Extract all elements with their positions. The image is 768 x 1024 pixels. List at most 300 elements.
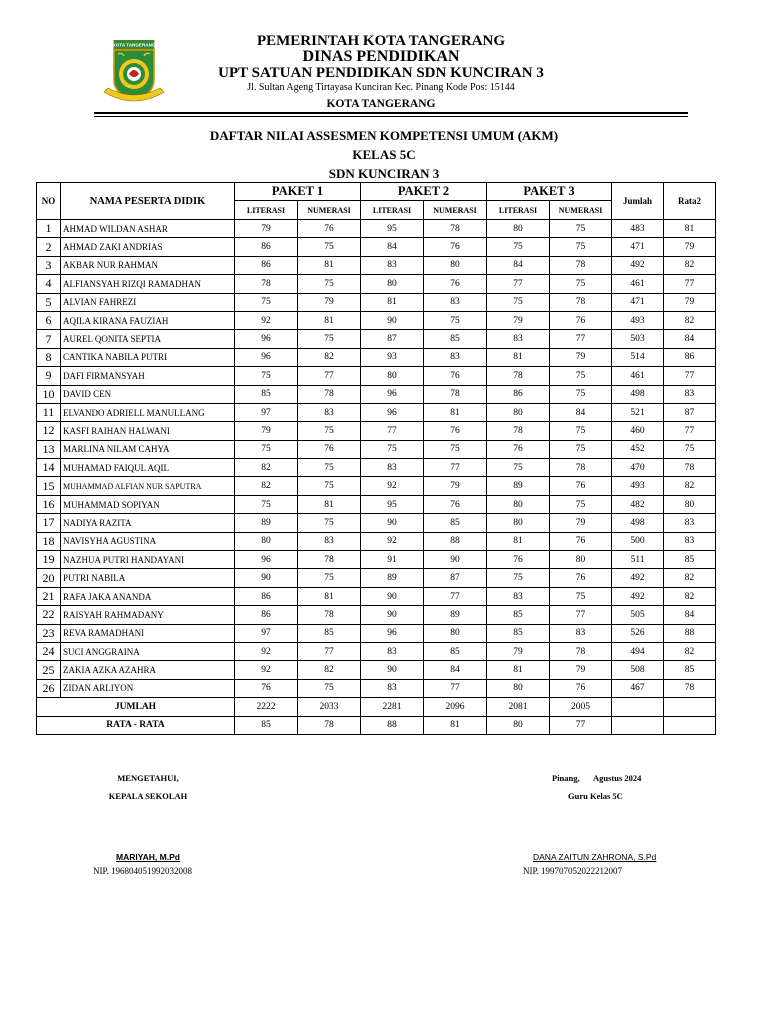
score-cell-jumlah: 500 bbox=[612, 532, 664, 550]
score-cell-p3n: 78 bbox=[550, 459, 612, 477]
score-cell-p1l: 89 bbox=[235, 514, 298, 532]
score-cell-p3n: 75 bbox=[550, 422, 612, 440]
paket1-numerasi-header: NUMERASI bbox=[298, 201, 361, 220]
score-cell-rata: 79 bbox=[664, 238, 716, 256]
table-row bbox=[37, 606, 716, 624]
score-cell-p1n: 75 bbox=[298, 514, 361, 532]
total-cell: 2033 bbox=[298, 698, 361, 716]
score-cell-p2l: 90 bbox=[361, 514, 424, 532]
city-emblem-icon bbox=[102, 40, 166, 106]
student-name: NAZHUA PUTRI HANDAYANI bbox=[61, 551, 235, 569]
header-rule bbox=[94, 112, 688, 114]
table-row bbox=[37, 238, 716, 256]
score-cell-p3n: 83 bbox=[550, 624, 612, 642]
score-cell-jumlah: 452 bbox=[612, 440, 664, 458]
score-cell-rata: 83 bbox=[664, 385, 716, 403]
score-cell-p1n: 81 bbox=[298, 495, 361, 513]
score-cell-p2n: 90 bbox=[424, 551, 487, 569]
score-cell-p3n: 75 bbox=[550, 495, 612, 513]
score-cell-p2n: 75 bbox=[424, 311, 487, 329]
score-cell-jumlah: 492 bbox=[612, 569, 664, 587]
score-cell-rata: 75 bbox=[664, 440, 716, 458]
score-cell-jumlah: 498 bbox=[612, 514, 664, 532]
score-cell-p3l: 85 bbox=[487, 624, 550, 642]
score-cell-p2n: 84 bbox=[424, 661, 487, 679]
student-name: PUTRI NABILA bbox=[61, 569, 235, 587]
average-cell: 78 bbox=[298, 716, 361, 734]
score-cell-p1n: 75 bbox=[298, 679, 361, 697]
row-number: 15 bbox=[37, 477, 61, 495]
header-rule-thin bbox=[94, 116, 688, 117]
score-cell-p1n: 76 bbox=[298, 440, 361, 458]
score-cell-p1n: 81 bbox=[298, 587, 361, 605]
student-name: AHMAD WILDAN ASHAR bbox=[61, 220, 235, 238]
score-cell-p1n: 78 bbox=[298, 606, 361, 624]
table-row bbox=[37, 459, 716, 477]
score-cell-rata: 77 bbox=[664, 275, 716, 293]
table-row bbox=[37, 642, 716, 660]
row-number: 25 bbox=[37, 661, 61, 679]
score-cell-p3n: 78 bbox=[550, 293, 612, 311]
table-body bbox=[37, 220, 716, 698]
score-cell-p2n: 76 bbox=[424, 238, 487, 256]
score-cell-p2l: 95 bbox=[361, 220, 424, 238]
score-cell-p3n: 76 bbox=[550, 569, 612, 587]
score-cell-p3n: 79 bbox=[550, 661, 612, 679]
total-cell: 2096 bbox=[424, 698, 487, 716]
score-cell-p1l: 79 bbox=[235, 220, 298, 238]
score-cell-jumlah: 471 bbox=[612, 293, 664, 311]
score-cell-p3n: 76 bbox=[550, 532, 612, 550]
grades-table bbox=[36, 182, 716, 735]
score-cell-p1l: 75 bbox=[235, 293, 298, 311]
score-cell-p3l: 80 bbox=[487, 679, 550, 697]
score-cell-rata: 77 bbox=[664, 367, 716, 385]
score-cell-p2l: 90 bbox=[361, 311, 424, 329]
score-cell-p3l: 76 bbox=[487, 551, 550, 569]
sig-left-acknowledged: MENGETAHUI, bbox=[117, 773, 179, 783]
score-cell-p1l: 78 bbox=[235, 275, 298, 293]
score-cell-jumlah: 470 bbox=[612, 459, 664, 477]
score-cell-rata: 84 bbox=[664, 330, 716, 348]
paket2-header: PAKET 2 bbox=[361, 183, 487, 201]
letterhead bbox=[0, 0, 768, 118]
svg-text:KOTA TANGERANG: KOTA TANGERANG bbox=[112, 42, 156, 48]
score-cell-p1l: 92 bbox=[235, 642, 298, 660]
score-cell-p2l: 84 bbox=[361, 238, 424, 256]
header-government: PEMERINTAH KOTA TANGERANG bbox=[256, 33, 506, 49]
student-name: REVA RAMADHANI bbox=[61, 624, 235, 642]
score-cell-p2l: 75 bbox=[361, 440, 424, 458]
score-cell-p2l: 90 bbox=[361, 606, 424, 624]
score-cell-p3l: 75 bbox=[487, 569, 550, 587]
student-name: DAVID CEN bbox=[61, 385, 235, 403]
sig-right-name: DANA ZAITUN ZAHRONA, S.Pd bbox=[533, 852, 657, 862]
score-cell-rata: 78 bbox=[664, 679, 716, 697]
average-cell: 80 bbox=[487, 716, 550, 734]
score-cell-p2n: 87 bbox=[424, 569, 487, 587]
score-cell-p3l: 76 bbox=[487, 440, 550, 458]
total-cell: 2081 bbox=[487, 698, 550, 716]
student-name: RAFA JAKA ANANDA bbox=[61, 587, 235, 605]
score-cell-p1l: 75 bbox=[235, 495, 298, 513]
score-cell-p1l: 75 bbox=[235, 367, 298, 385]
title-line-1: DAFTAR NILAI ASSESMEN KOMPETENSI UMUM (AKM) bbox=[209, 128, 559, 143]
table-row bbox=[37, 440, 716, 458]
score-cell-p3l: 81 bbox=[487, 661, 550, 679]
score-cell-p3l: 83 bbox=[487, 330, 550, 348]
average-cell: 88 bbox=[361, 716, 424, 734]
col-name-header: NAMA PESERTA DIDIK bbox=[61, 183, 235, 220]
score-cell-p1n: 75 bbox=[298, 477, 361, 495]
header-address: Jl. Sultan Ageng Tirtayasa Kunciran Kec. Pinang Kode Pos: 15144 bbox=[247, 82, 515, 93]
table-row bbox=[37, 495, 716, 513]
student-name: ZAKIA AZKA AZAHRA bbox=[61, 661, 235, 679]
score-cell-p1n: 82 bbox=[298, 661, 361, 679]
paket1-literasi-header: LITERASI bbox=[235, 201, 298, 220]
score-cell-p2n: 88 bbox=[424, 532, 487, 550]
score-cell-p2l: 96 bbox=[361, 624, 424, 642]
average-cell-empty bbox=[612, 716, 664, 734]
score-cell-p3l: 78 bbox=[487, 367, 550, 385]
table-row bbox=[37, 403, 716, 421]
header-city: KOTA TANGERANG bbox=[326, 98, 436, 110]
score-cell-p2l: 81 bbox=[361, 293, 424, 311]
row-number: 22 bbox=[37, 606, 61, 624]
score-cell-p1n: 77 bbox=[298, 367, 361, 385]
score-cell-p3l: 80 bbox=[487, 403, 550, 421]
score-cell-jumlah: 492 bbox=[612, 587, 664, 605]
score-cell-p1l: 82 bbox=[235, 459, 298, 477]
row-number: 24 bbox=[37, 642, 61, 660]
score-cell-rata: 85 bbox=[664, 661, 716, 679]
score-cell-p1n: 75 bbox=[298, 422, 361, 440]
score-cell-p1n: 83 bbox=[298, 532, 361, 550]
table-row bbox=[37, 422, 716, 440]
score-cell-p1n: 81 bbox=[298, 311, 361, 329]
table-row bbox=[37, 514, 716, 532]
row-number: 11 bbox=[37, 403, 61, 421]
score-cell-p2l: 83 bbox=[361, 642, 424, 660]
student-name: MARLINA NILAM CAHYA bbox=[61, 440, 235, 458]
score-cell-rata: 80 bbox=[664, 495, 716, 513]
row-number: 14 bbox=[37, 459, 61, 477]
score-cell-p2l: 90 bbox=[361, 661, 424, 679]
score-cell-p2n: 76 bbox=[424, 367, 487, 385]
total-cell-empty bbox=[664, 698, 716, 716]
score-cell-p3n: 78 bbox=[550, 256, 612, 274]
score-cell-p3l: 80 bbox=[487, 220, 550, 238]
score-cell-p1l: 96 bbox=[235, 348, 298, 366]
score-cell-p3l: 86 bbox=[487, 385, 550, 403]
average-label: RATA - RATA bbox=[37, 716, 235, 734]
score-cell-p3l: 75 bbox=[487, 459, 550, 477]
row-number: 26 bbox=[37, 679, 61, 697]
header-department: DINAS PENDIDIKAN bbox=[302, 48, 460, 65]
row-number: 4 bbox=[37, 275, 61, 293]
table-row bbox=[37, 256, 716, 274]
score-cell-p2l: 80 bbox=[361, 275, 424, 293]
score-cell-p1l: 82 bbox=[235, 477, 298, 495]
row-number: 16 bbox=[37, 495, 61, 513]
score-cell-p1l: 97 bbox=[235, 403, 298, 421]
sig-right-nip: NIP. 199707052022212007 bbox=[523, 866, 623, 876]
table-header-row bbox=[37, 183, 716, 201]
score-cell-p2n: 77 bbox=[424, 459, 487, 477]
score-cell-p1l: 96 bbox=[235, 551, 298, 569]
score-cell-p1l: 96 bbox=[235, 330, 298, 348]
table-row bbox=[37, 587, 716, 605]
score-cell-p2n: 83 bbox=[424, 293, 487, 311]
paket2-literasi-header: LITERASI bbox=[361, 201, 424, 220]
student-name: ALVIAN FAHREZI bbox=[61, 293, 235, 311]
score-cell-p3n: 75 bbox=[550, 275, 612, 293]
score-cell-p1l: 80 bbox=[235, 532, 298, 550]
score-cell-p2n: 80 bbox=[424, 256, 487, 274]
score-cell-p3n: 75 bbox=[550, 385, 612, 403]
score-cell-rata: 82 bbox=[664, 587, 716, 605]
student-name: NADIYA RAZITA bbox=[61, 514, 235, 532]
score-cell-p1l: 92 bbox=[235, 661, 298, 679]
total-cell-empty bbox=[612, 698, 664, 716]
total-cell: 2222 bbox=[235, 698, 298, 716]
student-name: CANTIKA NABILA PUTRI bbox=[61, 348, 235, 366]
student-name: MUHAMMAD SOPIYAN bbox=[61, 495, 235, 513]
score-cell-p3l: 85 bbox=[487, 606, 550, 624]
score-cell-rata: 78 bbox=[664, 459, 716, 477]
score-cell-p3l: 80 bbox=[487, 514, 550, 532]
average-cell: 77 bbox=[550, 716, 612, 734]
student-name: MUHAMAD FAIQUL AQIL bbox=[61, 459, 235, 477]
score-cell-p2n: 81 bbox=[424, 403, 487, 421]
score-cell-jumlah: 511 bbox=[612, 551, 664, 569]
score-cell-rata: 77 bbox=[664, 422, 716, 440]
score-cell-p1l: 86 bbox=[235, 606, 298, 624]
score-cell-p2l: 93 bbox=[361, 348, 424, 366]
score-cell-p3l: 84 bbox=[487, 256, 550, 274]
score-cell-rata: 82 bbox=[664, 642, 716, 660]
score-cell-p3l: 79 bbox=[487, 311, 550, 329]
score-cell-jumlah: 526 bbox=[612, 624, 664, 642]
score-cell-rata: 84 bbox=[664, 606, 716, 624]
row-number: 13 bbox=[37, 440, 61, 458]
table-row bbox=[37, 569, 716, 587]
student-name: AKBAR NUR RAHMAN bbox=[61, 256, 235, 274]
score-cell-p3n: 75 bbox=[550, 587, 612, 605]
student-name: NAVISYHA AGUSTINA bbox=[61, 532, 235, 550]
score-cell-jumlah: 467 bbox=[612, 679, 664, 697]
score-cell-p2n: 76 bbox=[424, 495, 487, 513]
score-cell-p2n: 85 bbox=[424, 514, 487, 532]
student-name: DAFI FIRMANSYAH bbox=[61, 367, 235, 385]
paket2-numerasi-header: NUMERASI bbox=[424, 201, 487, 220]
title-class: KELAS 5C bbox=[352, 147, 416, 162]
score-cell-p3l: 81 bbox=[487, 532, 550, 550]
score-cell-rata: 83 bbox=[664, 514, 716, 532]
score-cell-p1l: 86 bbox=[235, 587, 298, 605]
row-number: 7 bbox=[37, 330, 61, 348]
student-name: RAISYAH RAHMADANY bbox=[61, 606, 235, 624]
score-cell-p2n: 77 bbox=[424, 587, 487, 605]
score-cell-p1l: 92 bbox=[235, 311, 298, 329]
row-number: 3 bbox=[37, 256, 61, 274]
score-cell-p3l: 89 bbox=[487, 477, 550, 495]
total-cell: 2005 bbox=[550, 698, 612, 716]
table-row bbox=[37, 551, 716, 569]
table-row bbox=[37, 311, 716, 329]
score-cell-p1n: 82 bbox=[298, 348, 361, 366]
score-cell-rata: 87 bbox=[664, 403, 716, 421]
score-cell-p1n: 75 bbox=[298, 569, 361, 587]
score-cell-p1l: 75 bbox=[235, 440, 298, 458]
sig-right-date: Agustus 2024 bbox=[593, 773, 642, 783]
score-cell-p2n: 78 bbox=[424, 385, 487, 403]
score-cell-p3n: 76 bbox=[550, 477, 612, 495]
table-row bbox=[37, 385, 716, 403]
score-cell-p1n: 76 bbox=[298, 220, 361, 238]
score-cell-p1l: 86 bbox=[235, 238, 298, 256]
score-cell-rata: 85 bbox=[664, 551, 716, 569]
sig-right-place: Pinang, bbox=[552, 773, 580, 783]
score-cell-p3n: 76 bbox=[550, 679, 612, 697]
score-cell-p2n: 85 bbox=[424, 330, 487, 348]
score-cell-p3l: 75 bbox=[487, 238, 550, 256]
score-cell-p3l: 83 bbox=[487, 587, 550, 605]
score-cell-p1l: 86 bbox=[235, 256, 298, 274]
document-title bbox=[0, 126, 768, 183]
score-cell-p1l: 90 bbox=[235, 569, 298, 587]
student-name: MUHAMMAD ALFIAN NUR SAPUTRA bbox=[61, 477, 235, 495]
average-row bbox=[37, 716, 716, 734]
score-cell-p3n: 77 bbox=[550, 330, 612, 348]
paket3-numerasi-header: NUMERASI bbox=[550, 201, 612, 220]
score-cell-jumlah: 503 bbox=[612, 330, 664, 348]
score-cell-p1n: 75 bbox=[298, 275, 361, 293]
score-cell-p2l: 80 bbox=[361, 367, 424, 385]
score-cell-p2l: 95 bbox=[361, 495, 424, 513]
score-cell-p3n: 77 bbox=[550, 606, 612, 624]
average-cell: 85 bbox=[235, 716, 298, 734]
row-number: 20 bbox=[37, 569, 61, 587]
paket3-literasi-header: LITERASI bbox=[487, 201, 550, 220]
score-cell-rata: 82 bbox=[664, 477, 716, 495]
score-cell-p2l: 83 bbox=[361, 679, 424, 697]
score-cell-p1n: 75 bbox=[298, 330, 361, 348]
student-name: ALFIANSYAH RIZQI RAMADHAN bbox=[61, 275, 235, 293]
score-cell-rata: 79 bbox=[664, 293, 716, 311]
table-row bbox=[37, 330, 716, 348]
score-cell-jumlah: 461 bbox=[612, 275, 664, 293]
score-cell-p3n: 80 bbox=[550, 551, 612, 569]
score-cell-p1n: 75 bbox=[298, 238, 361, 256]
score-cell-jumlah: 508 bbox=[612, 661, 664, 679]
student-name: AQILA KIRANA FAUZIAH bbox=[61, 311, 235, 329]
row-number: 9 bbox=[37, 367, 61, 385]
score-cell-p2l: 89 bbox=[361, 569, 424, 587]
table-row bbox=[37, 477, 716, 495]
sig-right-role: Guru Kelas 5C bbox=[568, 791, 623, 801]
score-cell-p1l: 97 bbox=[235, 624, 298, 642]
total-row bbox=[37, 698, 716, 716]
total-label: JUMLAH bbox=[37, 698, 235, 716]
table-row bbox=[37, 624, 716, 642]
score-cell-rata: 83 bbox=[664, 532, 716, 550]
header-school-unit: UPT SATUAN PENDIDIKAN SDN KUNCIRAN 3 bbox=[218, 65, 544, 81]
score-cell-jumlah: 498 bbox=[612, 385, 664, 403]
score-cell-p2n: 79 bbox=[424, 477, 487, 495]
score-cell-rata: 82 bbox=[664, 569, 716, 587]
score-cell-p3l: 78 bbox=[487, 422, 550, 440]
score-cell-p1l: 85 bbox=[235, 385, 298, 403]
score-cell-p2n: 78 bbox=[424, 220, 487, 238]
table-row bbox=[37, 293, 716, 311]
score-cell-p1n: 81 bbox=[298, 256, 361, 274]
row-number: 8 bbox=[37, 348, 61, 366]
score-cell-jumlah: 493 bbox=[612, 477, 664, 495]
score-cell-p3n: 78 bbox=[550, 642, 612, 660]
average-cell-empty bbox=[664, 716, 716, 734]
score-cell-p2l: 90 bbox=[361, 587, 424, 605]
score-cell-p2n: 75 bbox=[424, 440, 487, 458]
score-cell-p2l: 77 bbox=[361, 422, 424, 440]
score-cell-p3n: 75 bbox=[550, 238, 612, 256]
student-name: AHMAD ZAKI ANDRIAS bbox=[61, 238, 235, 256]
score-cell-p3l: 80 bbox=[487, 495, 550, 513]
score-cell-p2n: 76 bbox=[424, 275, 487, 293]
student-name: AUREL QONITA SEPTIA bbox=[61, 330, 235, 348]
row-number: 12 bbox=[37, 422, 61, 440]
row-number: 18 bbox=[37, 532, 61, 550]
score-cell-p3n: 79 bbox=[550, 348, 612, 366]
row-number: 6 bbox=[37, 311, 61, 329]
row-number: 23 bbox=[37, 624, 61, 642]
score-cell-p1n: 79 bbox=[298, 293, 361, 311]
score-cell-p2l: 83 bbox=[361, 256, 424, 274]
sig-left-role: KEPALA SEKOLAH bbox=[108, 791, 188, 801]
score-cell-jumlah: 494 bbox=[612, 642, 664, 660]
score-cell-p3n: 75 bbox=[550, 220, 612, 238]
table-row bbox=[37, 275, 716, 293]
col-rata-header: Rata2 bbox=[664, 183, 716, 220]
table-row bbox=[37, 679, 716, 697]
col-jumlah-header: Jumlah bbox=[612, 183, 664, 220]
score-cell-jumlah: 521 bbox=[612, 403, 664, 421]
title-school: SDN KUNCIRAN 3 bbox=[328, 166, 440, 181]
score-cell-p2l: 92 bbox=[361, 532, 424, 550]
score-cell-p2n: 89 bbox=[424, 606, 487, 624]
student-name: SUCI ANGGRAINA bbox=[61, 642, 235, 660]
score-cell-p2n: 80 bbox=[424, 624, 487, 642]
sig-left-name: MARIYAH, M.Pd bbox=[116, 852, 180, 862]
row-number: 10 bbox=[37, 385, 61, 403]
sig-left-nip: NIP. 196804051992032008 bbox=[93, 866, 193, 876]
score-cell-p1n: 85 bbox=[298, 624, 361, 642]
score-cell-p3n: 76 bbox=[550, 311, 612, 329]
score-cell-rata: 82 bbox=[664, 256, 716, 274]
table-row bbox=[37, 348, 716, 366]
score-cell-p3n: 75 bbox=[550, 440, 612, 458]
score-cell-p3l: 77 bbox=[487, 275, 550, 293]
row-number: 5 bbox=[37, 293, 61, 311]
student-name: ELVANDO ADRIELL MANULLANG bbox=[61, 403, 235, 421]
student-name: ZIDAN ARLIYON bbox=[61, 679, 235, 697]
table-row bbox=[37, 661, 716, 679]
score-cell-rata: 82 bbox=[664, 311, 716, 329]
row-number: 21 bbox=[37, 587, 61, 605]
score-cell-p3l: 79 bbox=[487, 642, 550, 660]
score-cell-p2l: 96 bbox=[361, 403, 424, 421]
score-cell-rata: 88 bbox=[664, 624, 716, 642]
